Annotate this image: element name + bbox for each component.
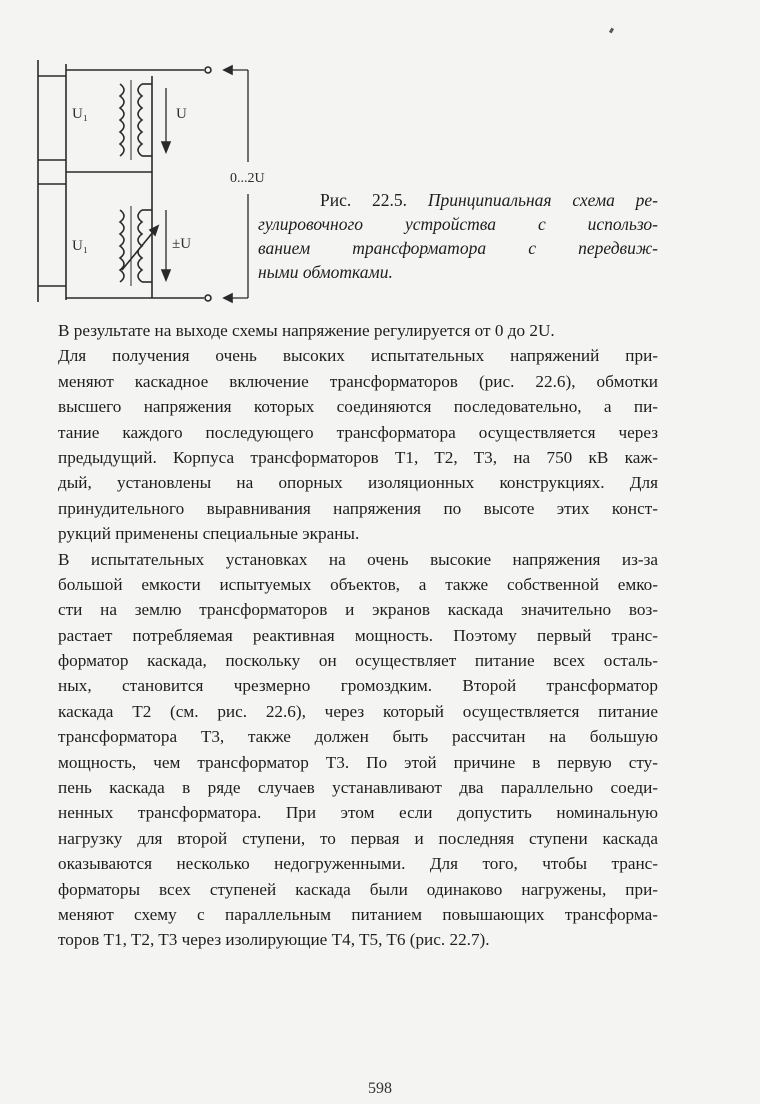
caption-line-3: ванием трансформатора с передвиж-	[258, 238, 658, 258]
body-line-12: сти на землю трансформаторов и экранов каскада значительно воз-	[58, 600, 658, 620]
caption-line-4: ными обмотками.	[258, 262, 393, 282]
body-line-8: принудительного выравнивания напряжения по высоте этих конст-	[58, 498, 658, 518]
top-voltage-label: U	[176, 106, 187, 122]
page-number: 598	[368, 1080, 392, 1097]
body-line-7: дый, установлены на опорных изоляционных конструкциях. Для	[58, 473, 658, 493]
bottom-output-terminal	[205, 295, 211, 301]
body-line-1: В результате на выходе схемы напряжение регулируется от 0 до 2U.	[58, 321, 555, 340]
caption-label: Рис. 22.5.	[320, 190, 408, 210]
body-line-25: торов T1, T2, T3 через изолирующие T4, T5, T6 (рис. 22.7).	[58, 930, 490, 950]
body-line-6: предыдущий. Корпуса трансформаторов T1, T2, T3, на 750 кВ каж-	[58, 447, 658, 467]
body-line-18: мощность, чем трансформатор T3. По этой причине в первую сту-	[58, 752, 658, 772]
caption-line-1	[258, 188, 658, 212]
top-secondary-coil	[138, 84, 142, 156]
caption-line-2: гулировочного устройства с использо-	[258, 214, 658, 234]
body-line-4: высшего напряжения которых соединяются последовательно, а пи-	[58, 397, 658, 417]
body-line-11: большой емкости испытуемых объектов, а также собственной емко-	[58, 574, 658, 594]
body-line-15: ных, становится чрезмерно громоздким. Второй трансформатор	[58, 676, 658, 696]
body-line-24: меняют схему с параллельным питанием повышающих трансформа-	[58, 904, 658, 924]
body-line-19: пень каскада в ряде случаев устанавливают два параллельно соеди-	[58, 778, 658, 798]
body-line-2: Для получения очень высоких испытательных напряжений при-	[58, 346, 658, 366]
output-range-label: 0...2U	[230, 171, 265, 186]
body-line-13: растает потребляемая реактивная мощность. Поэтому первый транс-	[58, 625, 658, 645]
body-line-17: трансформатора T3, также должен быть рассчитан на большую	[58, 727, 658, 747]
body-line-9: рукций применены специальные экраны.	[58, 524, 360, 544]
body-line-23: форматоры всех ступеней каскада были одинаково нагружены, при-	[58, 879, 658, 899]
scan-mark	[609, 28, 614, 34]
body-line-21: нагрузку для второй ступени, то первая и последняя ступени каскада	[58, 828, 658, 848]
body-line-14: форматор каскада, поскольку он осуществляет питание всех осталь-	[58, 651, 658, 671]
voltage-arrow-bottom-head	[162, 270, 170, 280]
figure-caption	[258, 188, 658, 284]
bottom-primary-coil	[120, 210, 124, 282]
top-output-terminal	[205, 67, 211, 73]
output-bracket-top-arrowhead	[224, 66, 232, 74]
top-primary-coil	[120, 84, 124, 156]
body-text	[58, 318, 658, 953]
caption-text-1: Принципиальная схема ре-	[427, 190, 658, 210]
body-line-22: оказываются несколько недогруженными. Для того, чтобы транс-	[58, 854, 658, 874]
circuit-figure	[26, 50, 276, 312]
body-line-16: каскада T2 (см. рис. 22.6), через который осуществляется питание	[58, 701, 658, 721]
body-line-5: тание каждого последующего трансформатора осуществляется через	[58, 422, 658, 442]
body-line-20: ненных трансформатора. При этом если допустить номинальную	[58, 803, 658, 823]
voltage-arrow-top-head	[162, 142, 170, 152]
top-winding-label: U₁	[72, 106, 89, 122]
bottom-winding-label: U₁	[72, 238, 89, 254]
body-line-10: В испытательных установках на очень высокие напряжения из-за	[58, 549, 658, 569]
bottom-voltage-label: ±U	[172, 236, 192, 252]
body-line-3: меняют каскадное включение трансформаторов (рис. 22.6), обмотки	[58, 371, 658, 391]
circuit-diagram	[26, 50, 276, 312]
output-bracket-bottom-arrowhead	[224, 294, 232, 302]
